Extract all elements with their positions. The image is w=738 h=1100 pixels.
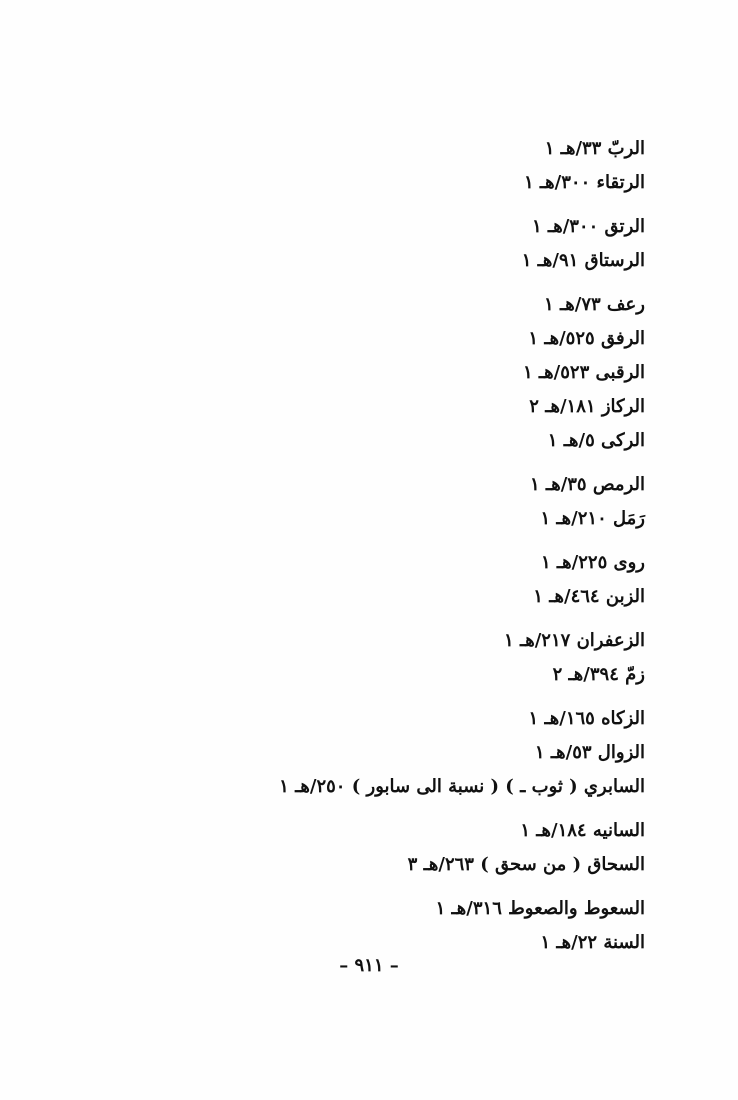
entry-group (225, 814, 645, 882)
index-entry: الرتقاء ٣٠٠/هـ ١ (523, 172, 645, 193)
entry-group (225, 132, 645, 200)
index-entry: الرقبى ٥٢٣/هـ ١ (522, 362, 645, 383)
entry-group (225, 546, 645, 614)
index-entry: الزكاه ١٦٥/هـ ١ (528, 708, 645, 729)
index-entry: الزوال ٥٣/هـ ١ (534, 742, 645, 763)
index-entry: الرفق ٥٢٥/هـ ١ (528, 328, 645, 349)
index-entry: رعف ٧٣/هـ ١ (544, 294, 645, 315)
index-entry: السعوط والصعوط ٣١٦/هـ ١ (435, 898, 645, 919)
index-entry: الزبن ٤٦٤/هـ ١ (533, 586, 645, 607)
index-entry: الرتق ٣٠٠/هـ ١ (531, 216, 645, 237)
entry-group (225, 210, 645, 278)
index-entry: الركاز ١٨١/هـ ٢ (529, 396, 645, 417)
index-entry: الربّ ٣٣/هـ ١ (544, 138, 645, 159)
index-entry: الركى ٥/هـ ١ (547, 430, 645, 451)
entry-group (225, 702, 645, 804)
index-entry: الزعفران ٢١٧/هـ ١ (504, 630, 645, 651)
entry-group (225, 624, 645, 692)
index-entry: السانيه ١٨٤/هـ ١ (520, 820, 645, 841)
index-entries (225, 132, 645, 970)
index-entry: الرستاق ٩١/هـ ١ (521, 250, 645, 271)
index-entry: السنة ٢٢/هـ ١ (540, 932, 645, 953)
entry-group (225, 288, 645, 458)
index-entry: السحاق ( من سحق ) ٢٦٣/هـ ٣ (407, 854, 645, 875)
index-entry: السابري ( ثوب ـ ) ( نسبة الى سابور ) ٢٥٠/هـ ١ (279, 776, 645, 797)
entry-group (225, 892, 645, 960)
index-entry: رَمَل ٢١٠/هـ ١ (540, 508, 645, 529)
index-entry: زمّ ٣٩٤/هـ ٢ (552, 664, 645, 685)
entry-group (225, 468, 645, 536)
index-entry: روى ٢٢٥/هـ ١ (540, 552, 645, 573)
index-entry: الرمص ٣٥/هـ ١ (529, 474, 645, 495)
page-number: – ٩١١ – (339, 955, 399, 976)
